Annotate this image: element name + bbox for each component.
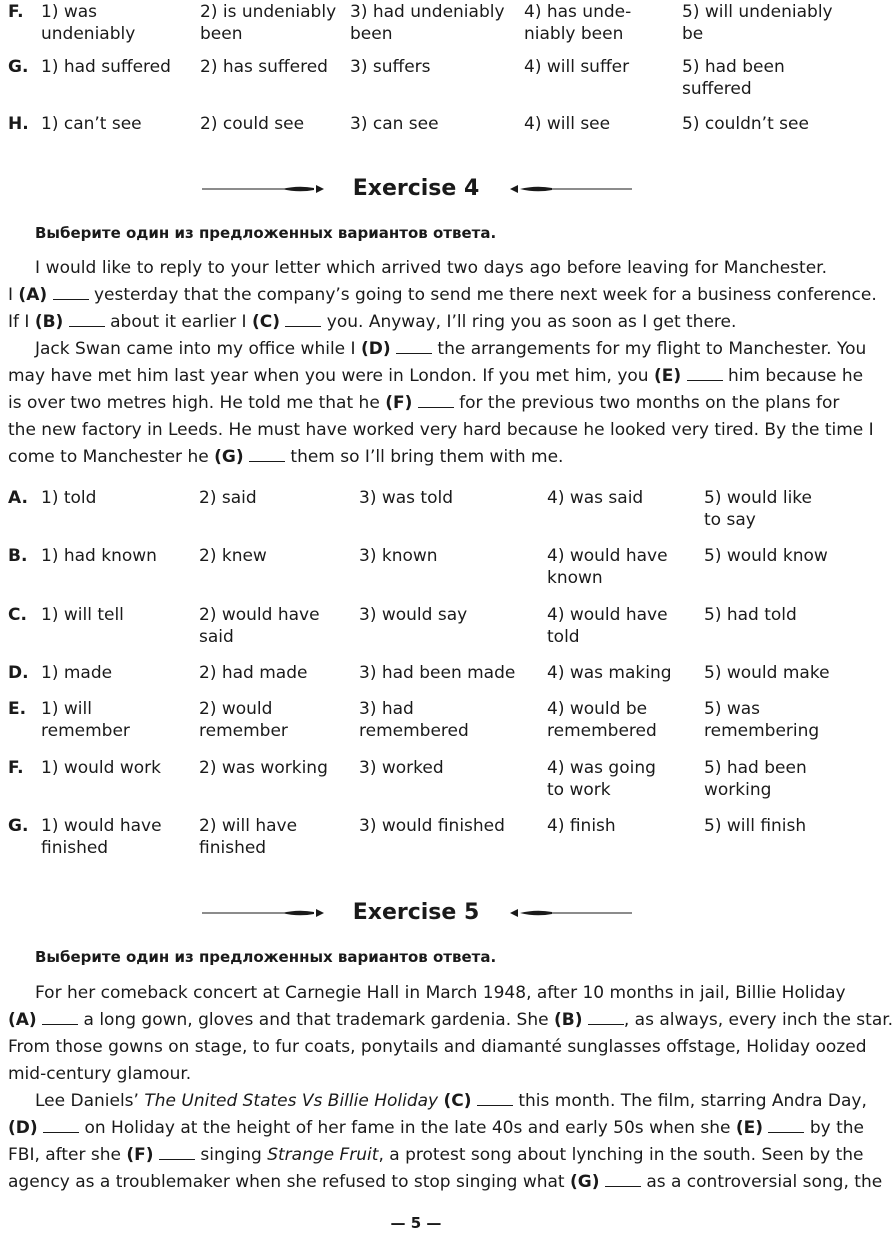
blank	[477, 1090, 513, 1106]
answer-option: 4) will see	[524, 114, 611, 134]
exercise-5-title: Exercise 5	[352, 900, 480, 925]
answer-option: 4) was said	[547, 488, 644, 508]
option-row-letter: H.	[8, 114, 29, 134]
answer-option: 3) was told	[359, 488, 454, 508]
answer-option: 5) would make	[704, 663, 830, 683]
answer-option: 5) couldn’t see	[682, 114, 809, 134]
blank	[396, 338, 432, 354]
answer-option: 3) had remembered	[359, 699, 469, 741]
answer-option: 4) would have told	[547, 605, 668, 647]
answer-option: 2) knew	[199, 546, 267, 566]
answer-option: 3) would say	[359, 605, 468, 625]
exercise-4-instruction: Выберите один из предложенных вариантов ответа.	[35, 224, 497, 242]
blank	[249, 446, 285, 462]
answer-option: 1) had suffered	[41, 57, 171, 77]
blank	[159, 1144, 195, 1160]
blank	[285, 311, 321, 327]
blank	[588, 1009, 624, 1025]
ornament-right	[507, 906, 632, 920]
answer-option: 3) suffers	[350, 57, 431, 77]
answer-option: 2) would have said	[199, 605, 320, 647]
answer-option: 3) can see	[350, 114, 439, 134]
answer-option: 4) was making	[547, 663, 672, 683]
page-number: — 5 —	[390, 1214, 442, 1232]
blank	[43, 1117, 79, 1133]
answer-option: 5) will finish	[704, 816, 807, 836]
answer-option: 1) can’t see	[41, 114, 142, 134]
option-row-letter: G.	[8, 816, 29, 836]
answer-option: 2) has suffered	[200, 57, 328, 77]
blank	[69, 311, 105, 327]
option-row-letter: F.	[8, 2, 24, 22]
answer-option: 3) had been made	[359, 663, 516, 683]
answer-option: 4) would be remembered	[547, 699, 657, 741]
answer-option: 1) will remember	[41, 699, 130, 741]
answer-option: 3) had undeniably been	[350, 2, 505, 44]
answer-option: 4) will suffer	[524, 57, 630, 77]
answer-option: 2) could see	[200, 114, 305, 134]
answer-option: 1) will tell	[41, 605, 124, 625]
answer-option: 5) had told	[704, 605, 797, 625]
blank	[53, 284, 89, 300]
answer-option: 3) known	[359, 546, 438, 566]
ornament-right	[507, 182, 632, 196]
answer-option: 1) would work	[41, 758, 161, 778]
answer-option: 5) was remembering	[704, 699, 820, 741]
answer-option: 2) would remember	[199, 699, 288, 741]
blank	[605, 1171, 641, 1187]
answer-option: 5) had been working	[704, 758, 807, 800]
answer-option: 2) will have finished	[199, 816, 298, 858]
option-row-letter: B.	[8, 546, 28, 566]
answer-option: 2) is undeniably been	[200, 2, 337, 44]
answer-option: 3) would finished	[359, 816, 505, 836]
blank	[687, 365, 723, 381]
answer-option: 2) was working	[199, 758, 328, 778]
option-row-letter: D.	[8, 663, 29, 683]
answer-option: 1) had known	[41, 546, 157, 566]
blank	[418, 392, 454, 408]
answer-option: 2) had made	[199, 663, 308, 683]
exercise-4-text: I would like to reply to your letter which arrived two days ago before leaving for Manchester. I (A) yesterday that the company’s going to send me there next week for a business conference. If I (B) about it earlier I (C) you. Anyway, I’ll ring you as soon as I get there. Jack Swan came into my office while I (D) the arrangements for my flight to Manchester. You may have met him last year when you were in London. If you met him, you (E) him because he is over two metres high. He told me that he (F) for the previous two months on the plans for the new factory in Leeds. He must have worked very hard because he looked very tired. By the time I come to Manchester he (G) them so I’ll bring them with me.	[8, 258, 877, 467]
answer-option: 3) worked	[359, 758, 444, 778]
answer-option: 4) was going to work	[547, 758, 656, 800]
blank	[42, 1009, 78, 1025]
exercise-5-instruction: Выберите один из предложенных вариантов ответа.	[35, 948, 497, 966]
answer-option: 1) made	[41, 663, 113, 683]
option-row-letter: C.	[8, 605, 27, 625]
answer-option: 5) will undeniably be	[682, 2, 833, 44]
exercise-4-title: Exercise 4	[352, 176, 480, 201]
answer-option: 1) would have finished	[41, 816, 162, 858]
answer-option: 5) would like to say	[704, 488, 812, 530]
answer-option: 1) told	[41, 488, 97, 508]
exercise-5-text: For her comeback concert at Carnegie Hall in March 1948, after 10 months in jail, Billie Holiday (A) a long gown, gloves and that trademark gardenia. She (B) , as always, every inch the star. From those gowns on stage, to fur coats, ponytails and diamanté sunglasses offstage, Holiday oozed mid-century glamour. Lee Daniels’ The United States Vs Billie Holiday (C) this month. The film, starring Andra Day, (D) on Holiday at the height of her fame in the late 40s and early 50s when she (E) by the FBI, after she (F) singing Strange Fruit, a protest song about lynching in the south. Seen by the agency as a troublemaker when she refused to stop singing what (G) as a controversial song, the	[8, 983, 893, 1192]
answer-option: 4) would have known	[547, 546, 668, 588]
answer-option: 4) finish	[547, 816, 616, 836]
answer-option: 1) was undeniably	[41, 2, 136, 44]
option-row-letter: G.	[8, 57, 29, 77]
answer-option: 2) said	[199, 488, 257, 508]
answer-option: 4) has unde- niably been	[524, 2, 632, 44]
blank	[768, 1117, 804, 1133]
answer-option: 5) had been suffered	[682, 57, 785, 99]
option-row-letter: A.	[8, 488, 28, 508]
option-row-letter: F.	[8, 758, 24, 778]
option-row-letter: E.	[8, 699, 27, 719]
answer-option: 5) would know	[704, 546, 828, 566]
